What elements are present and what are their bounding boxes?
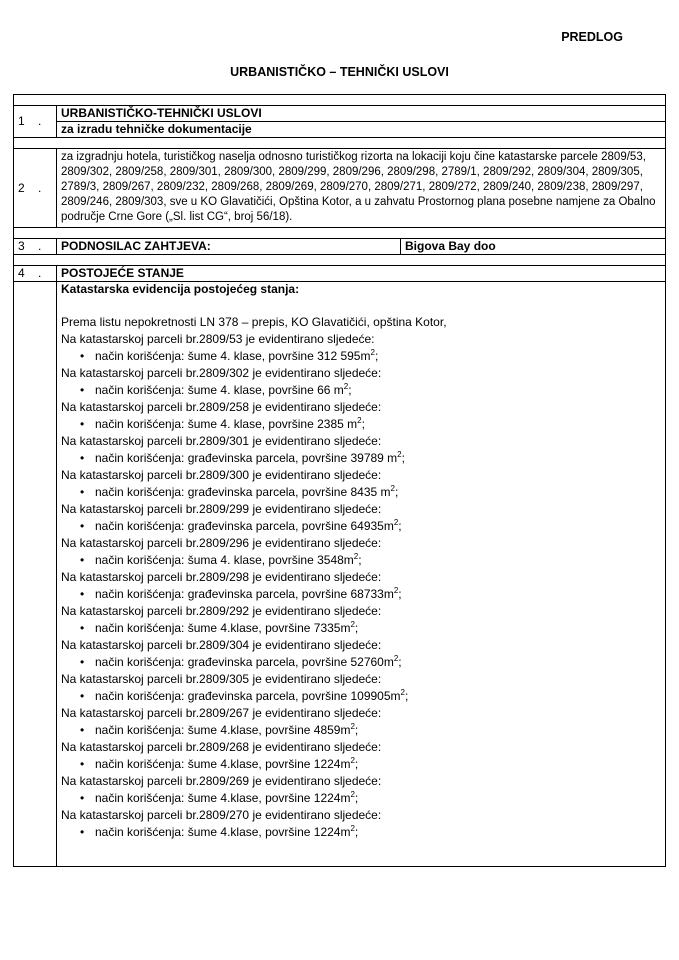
spacer-row (14, 255, 666, 266)
parcel-line: Na katastarskoj parceli br.2809/267 je evidentirano sljedeće: (61, 706, 382, 720)
parcel-usage: • način korišćenja: građevinska parcela, površine $64935m^2$; (61, 518, 661, 535)
parcel-usage: • način korišćenja: šume 4.klase, površine $1224m^2$; (61, 824, 661, 841)
applicant-label: PODNOSILAC ZAHTJEVA: (57, 239, 401, 255)
parcel-usage: • način korišćenja: šume 4. klase, površine 66 $m^2$; (61, 382, 661, 399)
section-1-number: 1 . (14, 106, 57, 138)
section-2-number: 2 . (14, 149, 57, 228)
section-1-row (14, 106, 666, 122)
parcel-usage: • način korišćenja: građevinska parcela, površine 8435 $m^2$; (61, 484, 661, 501)
parcel-usage: • način korišćenja: šume 4. klase, površine 2385 $m^2$; (61, 416, 661, 433)
parcel-line: Na katastarskoj parceli br.2809/292 je evidentirano sljedeće: (61, 604, 382, 618)
parcel-usage: • način korišćenja: šume 4.klase, površine $1224m^2$; (61, 756, 661, 773)
parcel-usage: • način korišćenja: šume 4.klase, površine $7335m^2$; (61, 620, 661, 637)
parcel-line: Na katastarskoj parceli br.2809/304 je evidentirano sljedeće: (61, 638, 382, 652)
cadastre-subtitle: Katastarska evidencija postojećeg stanja: (61, 282, 300, 296)
parcel-line: Na katastarskoj parceli br.2809/269 je evidentirano sljedeće: (61, 774, 382, 788)
parcel-line: Na katastarskoj parceli br.2809/302 je evidentirano sljedeće: (61, 366, 382, 380)
parcel-line: Na katastarskoj parceli br.2809/258 je evidentirano sljedeće: (61, 400, 382, 414)
parcel-usage: • način korišćenja: šume 4. klase, površine 312 $595m^2$; (61, 348, 661, 365)
parcel-usage: • način korišćenja: šuma 4. klase, površine $3548m^2$; (61, 552, 661, 569)
section-4-number: 4 . (14, 266, 57, 282)
section-2-text: za izgradnju hotela, turističkog naselja odnosno turističkog rizorta na lokaciji koju čine katastarske parcele 2809/53, 2809/302, 2809/258, 2809/301, 2809/300, 2809/299, 2809/296, 2809/298, 2789/1, 2809/292, 2809/304, 2809/305, 2789/3, 2809/267, 2809/232, 2809/268, 2809/269, 2809/270, 2809/271, 2809/272, 2809/240, 2809/238, 2809/297, 2809/246, 2809/303, sve u KO Glavatičići, Opština Kotor, a u zahvatu Prostornog plana posebne namjene za Obalno područje Crne Gore („Sl. list CG“, broj 56/18). (57, 149, 666, 228)
conditions-table (13, 94, 666, 867)
section-4-body-row (14, 282, 666, 867)
section-4-body (57, 282, 666, 867)
cadastre-intro: Prema listu nepokretnosti LN 378 – prepis, KO Glavatičići, opština Kotor, (61, 315, 447, 329)
parcel-usage: • način korišćenja: šume 4.klase, površine $1224m^2$; (61, 790, 661, 807)
section-4-row (14, 266, 666, 282)
spacer-row (14, 138, 666, 149)
section-4-title: POSTOJEĆE STANJE (57, 266, 666, 282)
parcel-line: Na katastarskoj parceli br.2809/53 je evidentirano sljedeće: (61, 332, 375, 346)
spacer-row (14, 95, 666, 106)
parcel-line: Na katastarskoj parceli br.2809/300 je evidentirano sljedeće: (61, 468, 382, 482)
section-3-row (14, 239, 666, 255)
parcel-line: Na katastarskoj parceli br.2809/299 je evidentirano sljedeće: (61, 502, 382, 516)
section-3-number: 3 . (14, 239, 57, 255)
section-1-title: URBANISTIČKO-TEHNIČKI USLOVI (57, 106, 666, 122)
parcel-line: Na katastarskoj parceli br.2809/268 je evidentirano sljedeće: (61, 740, 382, 754)
parcel-line: Na katastarskoj parceli br.2809/270 je evidentirano sljedeće: (61, 808, 382, 822)
document-title: URBANISTIČKO – TEHNIČKI USLOVI (230, 65, 449, 79)
section-1-subtitle: za izradu tehničke dokumentacije (57, 122, 666, 138)
predlog-label: PREDLOG (561, 30, 623, 44)
parcel-usage: • način korišćenja: građevinska parcela, površine $68733m^2$; (61, 586, 661, 603)
parcel-usage: • način korišćenja: građevinska parcela, površine 39789 $m^2$; (61, 450, 661, 467)
section-1-sub-row (14, 122, 666, 138)
section-2-row (14, 149, 666, 228)
parcel-list (61, 331, 661, 841)
parcel-usage: • način korišćenja: građevinska parcela, površine $52760m^2$; (61, 654, 661, 671)
spacer-row (14, 228, 666, 239)
parcel-line: Na katastarskoj parceli br.2809/305 je evidentirano sljedeće: (61, 672, 382, 686)
section-4-empty-cell (14, 282, 57, 867)
parcel-usage: • način korišćenja: građevinska parcela, površine $109905m^2$; (61, 688, 661, 705)
parcel-line: Na katastarskoj parceli br.2809/301 je evidentirano sljedeće: (61, 434, 382, 448)
parcel-usage: • način korišćenja: šume 4.klase, površine $4859m^2$; (61, 722, 661, 739)
parcel-line: Na katastarskoj parceli br.2809/298 je evidentirano sljedeće: (61, 570, 382, 584)
parcel-line: Na katastarskoj parceli br.2809/296 je evidentirano sljedeće: (61, 536, 382, 550)
applicant-value: Bigova Bay doo (401, 239, 666, 255)
